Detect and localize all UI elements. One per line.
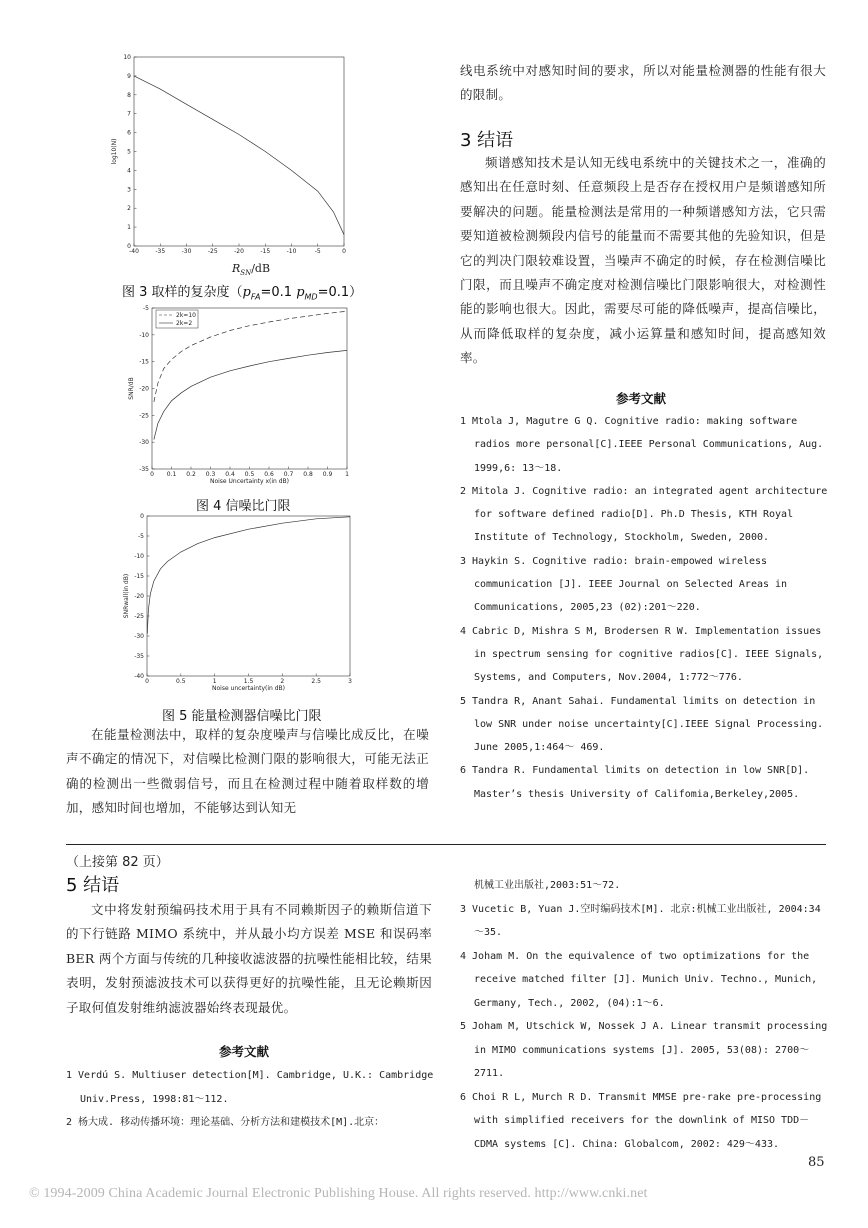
x-tick-label: -25 [207, 248, 218, 255]
x-tick-label: -15 [260, 248, 271, 255]
x-tick-label: 1 [212, 678, 217, 685]
references-list-bottom-left [66, 1064, 434, 1135]
y-tick-label: 1 [127, 224, 131, 232]
x-tick-label: -5 [314, 248, 321, 255]
x-tick-label: -40 [129, 248, 139, 255]
x-tick-label: 0 [342, 248, 346, 255]
reference-item: 2 杨大成. 移动传播环境：理论基础、分析方法和建模技术[M].北京： [66, 1117, 385, 1128]
y-tick-label: 0 [127, 243, 131, 250]
reference-item: 1 Mtola J, Magutre G Q. Cognitive radio: making software radios more personal[C].IEEE Personal Communications, Aug. 1999,6: 13～18. [460, 416, 824, 474]
legend-entry: 2k=2 [176, 320, 193, 327]
y-tick-label: -40 [134, 673, 144, 680]
left-body-paragraph: 在能量检测法中，取样的复杂度噪声与信噪比成反比，在噪声不确定的情况下，对信噪比检测门限的影响很大，可能无法正确的检测出一些微弱信号，而且在检测过程中随着取样数的增加，感知时间也增加，不能够达到认知无 [66, 727, 429, 816]
x-tick-label: 1.5 [243, 678, 254, 685]
plot-frame [152, 308, 347, 469]
reference-item: 4 Cabric D, Mishra S M, Brodersen R W. Implementation issues in spectrum sensing for cognitive radios[C]. IEEE Signals, Systems, and Computers, Nov.2004, 1:772～776. [460, 625, 824, 684]
x-tick-label: 0.5 [244, 471, 255, 478]
references-title-bottom: 参考文献 [219, 1044, 270, 1059]
x-tick-label: -30 [181, 248, 192, 255]
y-tick-label: -20 [139, 385, 149, 393]
plot-frame [134, 57, 344, 246]
x-tick-label: 0.4 [225, 471, 235, 478]
series-line-0 [147, 517, 350, 634]
figure-3-plot [108, 52, 358, 274]
y-tick-label: 6 [127, 129, 131, 137]
section-5-conclusion: 文中将发射预编码技术用于具有不同赖斯因子的赖斯信道下的下行链路 MIMO 系统中，并从最小均方误差 MSE 和误码率 BER 两个方面与传统的几种接收滤波器的抗噪性能相比较，结果表明，发射预滤波技术可以获得更好的抗噪性能，且无论赖斯因子取何值发射维纳滤波器始终表现最优。 [66, 902, 432, 1015]
y-tick-label: 9 [127, 72, 131, 80]
x-tick-label: -20 [234, 248, 244, 255]
figure-5-chart [120, 511, 370, 693]
x-tick-label: 3 [348, 678, 352, 685]
x-axis-label: Noise Uncertainty x(in dB) [209, 478, 290, 485]
y-tick-label: -5 [143, 305, 149, 312]
x-tick-label: 2 [280, 678, 285, 685]
y-tick-label: -15 [139, 358, 149, 366]
figure-5-plot [120, 511, 370, 693]
x-tick-label: 0.1 [166, 471, 177, 478]
x-tick-label: 0.3 [205, 471, 216, 478]
copyright-footer: © 1994-2009 China Academic Journal Electronic Publishing House. All rights reserved. http://www.cnki.net [29, 1186, 648, 1201]
section-5-title: 5 结语 [66, 875, 120, 896]
section-3-conclusion: 频谱感知技术是认知无线电系统中的关键技术之一，准确的感知出在任意时刻、任意频段上是否存在授权用户是频谱感知所要解决的问题。能量检测法是常用的一种频谱感知方法，它只需要知道被检测频段内信号的能量而不需要其他的先验知识，但是它的判决门限较难设置，当噪声不确定的时候，存在检测信噪比门限，而且噪声不确定度对检测信噪比门限影响很大，对检测性能的影响也很大。因此，需要尽可能的降低噪声，提高信噪比，从而降低取样的复杂度，减小运算量和感知时间，提高感知效率。 [460, 155, 826, 366]
y-tick-label: 2 [127, 205, 131, 213]
figure-5-caption: 图 5 能量检测器信噪比门限 [162, 709, 322, 724]
section-divider [66, 844, 826, 845]
figure-4-chart [125, 303, 365, 489]
y-tick-label: -35 [139, 466, 149, 473]
figure-4-plot [125, 303, 365, 489]
y-tick-label: 0 [140, 513, 144, 520]
reference-item: 5 Tandra R, Anant Sahai. Fundamental limits on detection in low SNR under noise uncertainty[C].IEEE Signal Processing. June 2005,1:464～ 469. [460, 695, 824, 754]
reference-item: 3 Vucetic B, Yuan J.空时编码技术[M]. 北京:机械工业出版社, 2004:34～35. [460, 903, 821, 938]
x-tick-label: 0.8 [303, 471, 313, 478]
y-tick-label: -10 [134, 553, 144, 560]
x-tick-label: 0 [145, 678, 149, 685]
figure-3-caption: 图 3 取样的复杂度（$p_{FA}=0.1$ $p_{MD}=0.1$） [122, 285, 363, 302]
figure-3-chart [108, 52, 358, 274]
y-tick-label: 4 [127, 167, 131, 175]
continued-from-note: （上接第 82 页） [66, 855, 169, 870]
y-tick-label: -25 [134, 613, 144, 620]
x-tick-label: 0 [150, 471, 154, 478]
y-tick-label: -30 [139, 439, 149, 447]
reference-item: 4 Joham M. On the equivalence of two optimizations for the receive matched filter [J]. Munich Univ. Techno., Munich, Germany, Tech., 2002, (04):1～6. [460, 950, 818, 1009]
y-tick-label: -15 [134, 573, 144, 580]
reference-item: 6 Choi R L, Murch R D. Transmit MMSE pre-rake pre-processing with simplified receivers for the downlink of MISO TDD－CDMA systems [C]. China: Globalcom, 2002: 429～433. [460, 1091, 822, 1150]
x-tick-label: 0.9 [322, 471, 333, 478]
x-tick-label: 0.5 [176, 678, 186, 685]
x-tick-label: 0.2 [186, 471, 196, 478]
x-axis-label: Noise uncertainty(in dB) [212, 685, 285, 692]
reference-item: 5 Joham M, Utschick W, Nossek J A. Linear transmit processing in MIMO communications systems [J]. 2005, 53(08): 2700～2711. [460, 1021, 828, 1079]
reference-item: 6 Tandra R. Fundamental limits on detection in low SNR[D]. Master’s thesis University of Califomia,Berkeley,2005. [460, 765, 810, 800]
reference-item: 3 Haykin S. Cognitive radio: brain-empowed wireless communication [J]. IEEE Journal on Selected Areas in Communications, 2005,23 (02):201～220. [460, 555, 788, 614]
y-axis-label: SNR/dB [128, 377, 135, 400]
figure-4-caption: 图 4 信噪比门限 [196, 499, 291, 514]
references-title-top: 参考文献 [616, 391, 667, 406]
x-tick-label: 0.6 [264, 471, 274, 478]
y-tick-label: 5 [127, 148, 131, 156]
y-axis-label: SNRwall(in dB) [123, 573, 130, 619]
series-line-0 [134, 76, 344, 235]
reference-item: 1 Verdú S. Multiuser detection[M]. Cambridge, U.K.: Cambridge Univ.Press, 1998:81～112. [66, 1070, 434, 1105]
page-number: 85 [808, 1155, 825, 1170]
y-tick-label: 8 [127, 91, 131, 99]
figure-3-xlabel: $R_{SN}/dB$ [232, 262, 271, 278]
x-tick-label: 0.7 [283, 471, 294, 478]
y-tick-label: -20 [134, 593, 144, 600]
right-continued-paragraph: 线电系统中对感知时间的要求，所以对能量检测器的性能有很大的限制。 [460, 63, 826, 103]
x-tick-label: -10 [286, 248, 297, 255]
x-tick-label: -35 [155, 248, 166, 255]
y-tick-label: -35 [134, 653, 144, 660]
reference-item: 2 Mitola J. Cognitive radio: an integrated agent architecture for software defined radio[D]. Ph.D Thesis, KTH Royal Institute of Technology, Stockholm, Sweden, 2000. [460, 485, 828, 544]
legend-entry: 2k=10 [176, 312, 196, 319]
y-tick-label: 10 [123, 54, 131, 61]
references-list-top [460, 410, 830, 806]
series-line-2k=2 [154, 350, 347, 439]
x-tick-label: 2.5 [311, 678, 321, 685]
y-axis-label: log10(N) [111, 138, 118, 165]
plot-frame [147, 516, 350, 676]
reference-item: 机械工业出版社,2003:51～72. [474, 880, 621, 891]
y-tick-label: 3 [127, 186, 131, 194]
y-tick-label: -10 [139, 331, 149, 339]
y-tick-label: -30 [134, 633, 144, 640]
section-3-title: 3 结语 [460, 130, 514, 151]
y-tick-label: -25 [139, 412, 149, 420]
y-tick-label: 7 [127, 110, 131, 118]
references-list-bottom-right [460, 874, 830, 1156]
y-tick-label: -5 [138, 533, 144, 540]
x-tick-label: 1 [345, 471, 349, 478]
